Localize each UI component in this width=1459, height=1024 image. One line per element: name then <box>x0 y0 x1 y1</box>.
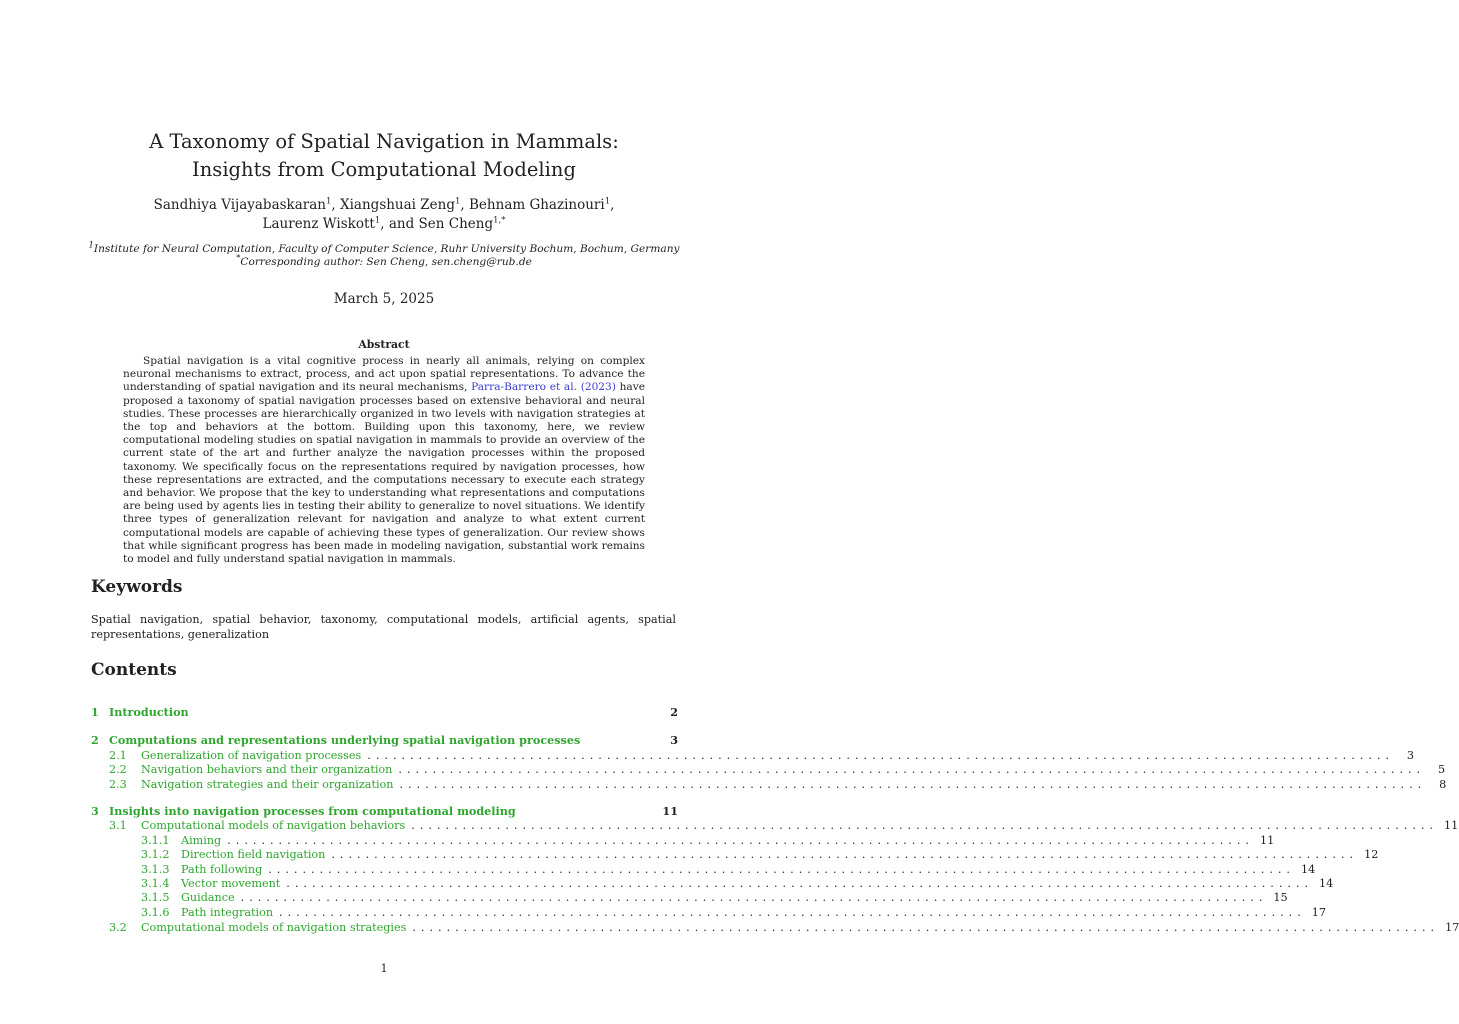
toc-entry-number: 3.2 <box>109 921 127 934</box>
affiliation-mark: 1 <box>455 196 461 207</box>
citation-link[interactable]: Parra-Barrero et al. (2023) <box>471 381 616 394</box>
toc-entry[interactable] <box>91 762 1446 777</box>
toc-entry-number: 3.1 <box>109 819 127 832</box>
toc-entry-page: 11 <box>662 804 678 818</box>
toc-entry-title: Direction field navigation <box>181 848 326 861</box>
corresponding-mark: * <box>236 253 241 264</box>
toc-entry-number: 2.3 <box>109 778 127 791</box>
author-name: Xiangshuai Zeng <box>340 197 455 213</box>
toc-entry-title: Aiming <box>181 834 222 847</box>
toc-entry[interactable] <box>91 833 1275 848</box>
toc-entry-title: Vector movement <box>181 877 281 890</box>
abstract-heading: Abstract <box>358 338 410 351</box>
toc-entry-page: 2 <box>670 705 678 719</box>
toc-entry-title: Computational models of navigation strategies <box>141 921 407 934</box>
toc-entry-title: Path following <box>181 863 263 876</box>
toc-entry-page: 12 <box>1364 848 1379 861</box>
toc-entry-page: 3 <box>670 733 678 747</box>
toc-entry-number: 2 <box>91 733 99 747</box>
toc-entry-number: 3.1.1 <box>141 834 170 847</box>
toc-entry-number: 3.1.3 <box>141 863 170 876</box>
affiliation-mark: 1,* <box>493 215 506 226</box>
toc-entry-number: 3.1.4 <box>141 877 170 890</box>
toc-entry-title: Navigation strategies and their organization <box>141 778 394 791</box>
corresponding-author-line <box>0 253 768 269</box>
toc-entry-title: Path integration <box>181 906 274 919</box>
author-list <box>0 196 768 234</box>
toc-entry-page: 14 <box>1319 877 1334 890</box>
affiliation-mark: 1 <box>374 215 381 226</box>
toc-entry-page: 11 <box>1444 819 1459 832</box>
toc-dot-leader: ........................................................................................................................ <box>279 906 1306 919</box>
abstract-text <box>123 355 645 566</box>
toc-entry-number: 3.1.5 <box>141 891 170 904</box>
toc-dot-leader: ........................................................................................................................ <box>227 834 1254 847</box>
toc-entry-page: 5 <box>1438 763 1446 776</box>
toc-entry-page: 17 <box>1311 906 1327 919</box>
toc-entry-number: 3.1.2 <box>141 848 170 861</box>
toc-entry-number: 3 <box>91 804 99 818</box>
keywords-text: Spatial navigation, spatial behavior, taxonomy, computational models, artificial agents, spatial representations, generalization <box>91 613 676 641</box>
page-number: 1 <box>380 962 388 975</box>
toc-entry[interactable] <box>91 748 1415 763</box>
affiliation-mark: 1 <box>325 196 332 207</box>
toc-entry-title: Introduction <box>109 705 189 719</box>
toc-dot-leader: ........................................................................................................................ <box>399 778 1427 791</box>
toc-entry[interactable] <box>91 890 1288 905</box>
toc-entry-title: Computational models of navigation behaviors <box>141 819 406 832</box>
toc-entry-page: 11 <box>1259 834 1275 847</box>
abstract-text-part: Spatial navigation is a vital cognitive process in nearly all animals, relying on complex neuronal mechanisms to extract, process, and act upon spatial representations. To advance the understanding of spatial navigation and its neural mechanisms, <box>123 355 645 394</box>
toc-entry-page: 14 <box>1301 863 1316 876</box>
toc-entry[interactable] <box>91 804 678 819</box>
toc-entry-number: 2.2 <box>109 763 127 776</box>
author-separator: , <box>460 197 470 213</box>
abstract-text-part: have proposed a taxonomy of spatial navigation processes based on extensive behavioral and neural studies. These processes are hierarchically organized in two levels with navigation strategies at the top and behaviors at the bottom. Building upon this taxonomy, here, we review computational modeling studies on spatial navigation in mammals to provide an overview of the current state of the art and further analyze the navigation processes within the proposed taxonomy. We specifically focus on the representations required by navigation processes, how these representations are extracted, and the computations necessary to execute each strategy and behavior. We propose that the key to understanding what representations and computations are being used by agents lies in testing their ability to generalize to novel situations. We identify three types of generalization relevant for navigation and analyze to what extent current computational models are capable of achieving these types of generalization. Our review shows that while significant progress has been made in modeling navigation, substantial work remains to model and fully understand spatial navigation in mammals. <box>123 381 646 566</box>
toc-dot-leader: ........................................................................................................................ <box>367 749 1395 762</box>
author-line <box>0 196 768 215</box>
paper-title <box>0 128 768 184</box>
keywords-heading: Keywords <box>91 577 183 597</box>
toc-dot-leader: ........................................................................................................................ <box>240 891 1268 904</box>
toc-dot-leader: ........................................................................................................................ <box>331 848 1359 861</box>
toc-entry[interactable] <box>91 705 678 720</box>
toc-entry-number: 2.1 <box>109 749 127 762</box>
toc-entry[interactable] <box>91 920 1459 935</box>
affiliation-mark: 1 <box>88 240 94 251</box>
author-name: Sen Cheng <box>418 216 494 232</box>
toc-dot-leader: ........................................................................................................................ <box>411 819 1438 832</box>
publication-date: March 5, 2025 <box>333 291 435 307</box>
contents-heading: Contents <box>91 660 177 680</box>
author-separator: , <box>331 197 340 213</box>
author-separator: , and <box>380 216 419 232</box>
author-name: Behnam Ghazinouri <box>469 197 605 213</box>
author-separator: , <box>610 197 615 213</box>
toc-entry-title: Guidance <box>181 891 235 904</box>
affiliation-mark: 1 <box>604 196 611 207</box>
toc-entry-page: 8 <box>1439 778 1447 791</box>
toc-entry[interactable] <box>91 862 1316 877</box>
title-line: Insights from Computational Modeling <box>192 158 576 181</box>
author-name: Sandhiya Vijayabaskaran <box>153 197 326 213</box>
toc-entry-number: 1 <box>91 705 99 719</box>
toc-entry-number: 3.1.6 <box>141 906 170 919</box>
toc-entry-title: Navigation behaviors and their organization <box>141 763 393 776</box>
toc-entry-title: Computations and representations underlying spatial navigation processes <box>109 733 581 747</box>
toc-entry[interactable] <box>91 818 1459 833</box>
toc-entry[interactable] <box>91 876 1334 891</box>
toc-entry[interactable] <box>91 847 1379 862</box>
affiliation-line <box>0 240 768 256</box>
toc-dot-leader: ........................................................................................................................ <box>268 863 1295 876</box>
toc-entry-page: 17 <box>1445 921 1459 934</box>
corresponding-author-text: Corresponding author: Sen Cheng, sen.cheng@rub.de <box>240 256 532 268</box>
toc-dot-leader: ........................................................................................................................ <box>412 921 1440 934</box>
toc-entry[interactable] <box>91 905 1327 920</box>
toc-dot-leader: ........................................................................................................................ <box>398 763 1426 776</box>
affiliation-text: Institute for Neural Computation, Faculty of Computer Science, Ruhr University Bochum, Bochum, Germany <box>93 243 680 255</box>
title-line: A Taxonomy of Spatial Navigation in Mammals: <box>149 130 619 153</box>
author-line <box>0 215 768 234</box>
toc-entry-page: 3 <box>1406 749 1415 762</box>
toc-entry-page: 15 <box>1273 891 1288 904</box>
affiliations <box>0 240 768 269</box>
toc-entry-title: Generalization of navigation processes <box>141 749 362 762</box>
toc-entry-title: Insights into navigation processes from computational modeling <box>109 804 516 818</box>
author-name: Laurenz Wiskott <box>262 216 375 232</box>
toc-entry[interactable] <box>91 777 1447 792</box>
toc-dot-leader: ........................................................................................................................ <box>286 877 1314 890</box>
toc-entry[interactable] <box>91 733 678 748</box>
